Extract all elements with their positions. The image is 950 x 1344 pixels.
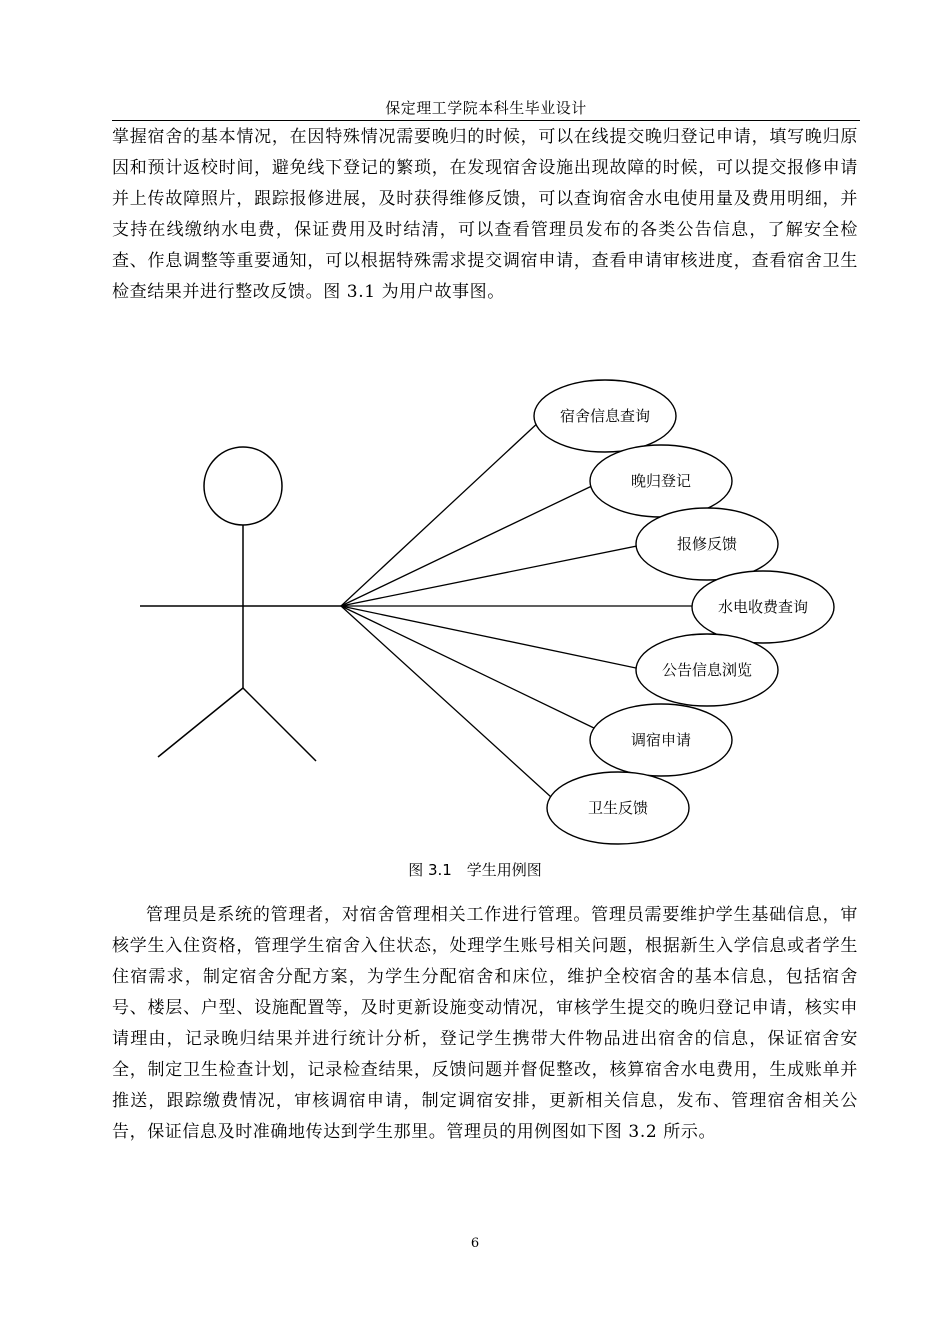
- association-line-7: [341, 606, 551, 797]
- use-case-diagram: [0, 370, 950, 850]
- actor-head: [204, 447, 282, 525]
- use-case-label-6: 调宿申请: [630, 731, 692, 749]
- page-number: 6: [470, 1236, 480, 1251]
- page-header: 保定理工学院本科生毕业设计: [385, 99, 587, 117]
- actor-right-leg: [243, 688, 316, 761]
- association-line-5: [341, 606, 636, 668]
- body-paragraph-2: 管理员是系统的管理者，对宿舍管理相关工作进行管理。管理员需要维护学生基础信息，审核学生入住资格，管理学生宿舍入住状态，处理学生账号相关问题，根据新生入学信息或者学生住宿需求，制定宿舍分配方案，为学生分配宿舍和床位，维护全校宿舍的基本信息，包括宿舍号、楼层、户型、设施配置等，及时更新设施变动情况，审核学生提交的晚归登记申请，核实申请理由，记录晚归结果并进行统计分析，登记学生携带大件物品进出宿舍的信息，保证宿舍安全，制定卫生检查计划，记录检查结果，反馈问题并督促整改，核算宿舍水电费用，生成账单并推送，跟踪缴费情况，审核调宿申请，制定调宿安排，更新相关信息，发布、管理宿舍相关公告，保证信息及时准确地传达到学生那里。管理员的用例图如下图 3.2 所示。: [112, 905, 858, 1142]
- use-case-label-1: 宿舍信息查询: [559, 407, 651, 425]
- use-case-label-5: 公告信息浏览: [661, 661, 753, 679]
- use-case-label-2: 晚归登记: [630, 472, 692, 490]
- association-line-2: [341, 484, 596, 606]
- actor-stick-figure: [140, 447, 343, 761]
- use-case-1: [534, 380, 676, 452]
- association-line-3: [341, 546, 637, 606]
- header-rule: [112, 120, 860, 121]
- association-line-6: [341, 606, 596, 729]
- use-case-7: [547, 772, 689, 844]
- use-case-4: [692, 571, 834, 643]
- actor-left-leg: [158, 688, 243, 757]
- use-case-2: [590, 445, 732, 517]
- association-line-1: [341, 420, 541, 606]
- use-case-label-7: 卫生反馈: [587, 799, 649, 817]
- figure-caption: 图 3.1 学生用例图: [408, 861, 542, 879]
- use-case-5: [636, 634, 778, 706]
- use-case-6: [590, 704, 732, 776]
- use-case-label-4: 水电收费查询: [717, 598, 809, 616]
- body-paragraph-1: 掌握宿舍的基本情况，在因特殊情况需要晚归的时候，可以在线提交晚归登记申请，填写晚归原因和预计返校时间，避免线下登记的繁琐，在发现宿舍设施出现故障的时候，可以提交报修申请并上传故障照片，跟踪报修进展，及时获得维修反馈，可以查询宿舍水电使用量及费用明细，并支持在线缴纳水电费，保证费用及时结清，可以查看管理员发布的各类公告信息，了解安全检查、作息调整等重要通知，可以根据特殊需求提交调宿申请，查看申请审核进度，查看宿舍卫生检查结果并进行整改反馈。图 3.1 为用户故事图。: [112, 127, 858, 302]
- use-case-label-3: 报修反馈: [676, 535, 738, 553]
- use-case-3: [636, 508, 778, 580]
